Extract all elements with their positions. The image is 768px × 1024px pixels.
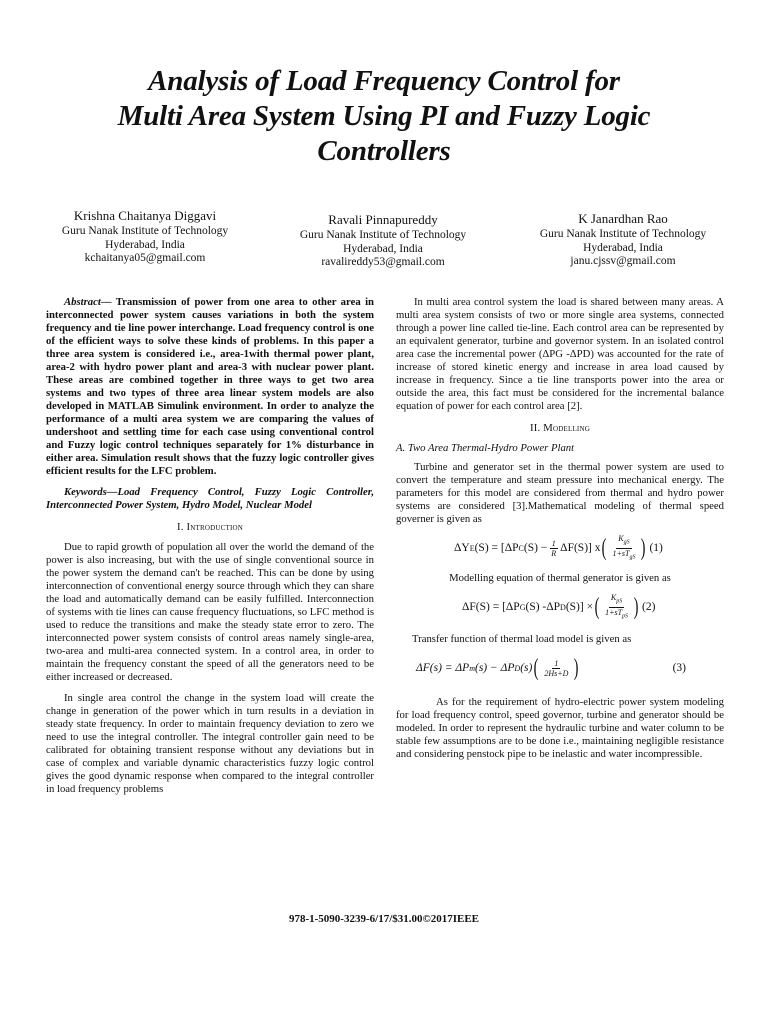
eq2-tail: (S)] × xyxy=(565,600,594,613)
title-line-2: Multi Area System Using PI and Fuzzy Logic xyxy=(117,100,651,132)
eq3-tail: (s) xyxy=(520,661,533,674)
eq1-number: (1) xyxy=(649,541,663,554)
section-heading-introduction: I. Introduction xyxy=(176,521,243,533)
eq1-f1-num: 1 xyxy=(551,538,556,548)
abstract-label: Abstract— xyxy=(64,296,112,308)
eq2-intro: Modelling equation of thermal generator is given as xyxy=(449,572,671,584)
intro-paragraph-1: Due to rapid growth of population all over the world the demand of the power is also increasing, but with the use of single conventional source in the power system the demand can't be reached. This can be done by using interconnection of conventional energy source through which they can share the load and automatically demand can be easily fulfilled. Interconnection of systems with tie lines can cause frequency fluctuations, so LFC method is used to reduce the transitions and make the steady state error to zero. The interconnected power system consists of control areas namely single-area, two-area and multi-area connected system. In a control area, in order to maintain the frequency constant the speed of all the generators need to be either increased or decreased. xyxy=(46,541,374,683)
paper-title xyxy=(60,64,708,169)
left-column xyxy=(46,296,374,796)
author-email: ravalireddy53@gmail.com xyxy=(321,256,445,268)
equation-3 xyxy=(396,656,724,686)
right-paren-icon: ) xyxy=(574,655,579,681)
abstract-text: Transmission of power from one area to other area in interconnected power system causes variations in both the system frequency and tie line power interchange. Load frequency control is one of the efficient ways to solve these kinds of problems. In this paper a three area system is considered i.e., area-1with thermal power plant, area-2 with hydro power plant and area-3 with nuclear power plant. These areas are combined together in three ways to get two area systems and two types of three area linear system models are also developed in MATLAB Simulink environment. In order to analyze the performance of a multi area system we are comparing the values of undershoot and settling time for each case using conventional control and Fuzzy logic control techniques separately for 1% disturbance in either area. Simulation result shows that the fuzzy logic controller gives efficient results for the LFC problem. xyxy=(46,296,374,477)
eq2-f-den: 1+sT xyxy=(605,607,623,617)
eq3-f-den: 2Hs+D xyxy=(544,668,569,678)
keywords-text: Load Frequency Control, Fuzzy Logic Controller, Interconnected Power System, Hydro Model, Nuclear Model xyxy=(46,486,374,511)
eq1-f2-num-sub: gS xyxy=(623,539,630,546)
eq2-f-num-sub: pS xyxy=(616,598,623,605)
eq2-lhs: ΔF(S) = [ΔP xyxy=(462,600,520,613)
eq1-left: ΔY xyxy=(454,541,470,554)
author-email: kchaitanya05@gmail.com xyxy=(84,252,206,264)
section-heading-modelling: II. Modelling xyxy=(530,422,590,434)
eq1-f2-num: K xyxy=(618,534,624,543)
intro-paragraph-2: In single area control the change in the system load will create the change in generation of the power which in turn results in a deviation in steady state frequency. In order to maintain frequency deviation to zero we need to use the integral controller. The integral controller gain need to be calibrated for obtaining transient response without any deviations but in case of complex and variable dynamic characteristics fuzzy logic control gives the good dynamic response when compared to the integral controller in load frequency problems xyxy=(46,692,374,795)
author-block-1 xyxy=(30,208,260,266)
author-name: K Janardhan Rao xyxy=(578,211,668,226)
left-paren-icon: ( xyxy=(533,655,539,681)
eq3-intro: Transfer function of thermal load model is given as xyxy=(412,633,632,645)
eq2-mid-sub: D xyxy=(560,602,566,612)
eq1-mid1-sub: C xyxy=(518,543,524,553)
right-column xyxy=(396,296,724,761)
eq3-f-num: 1 xyxy=(554,658,559,668)
eq3-fraction xyxy=(542,659,570,678)
eq1-fraction-2 xyxy=(610,534,637,562)
title-line-1: Analysis of Load Frequency Control for xyxy=(148,65,620,97)
left-paren-icon: ( xyxy=(594,594,600,621)
author-institute: Guru Nanak Institute of Technology xyxy=(61,225,229,237)
author-name: Krishna Chaitanya Diggavi xyxy=(73,208,217,223)
eq2-f-num: K xyxy=(610,593,617,602)
multi-area-paragraph: In multi area control system the load is shared between many areas. A multi area system consists of two or more single area systems, connected through a power line called tie-line. Each control area can be represented by an equivalent generator, turbine and governor system. In an isolated control area case the incremental power (ΔPG -ΔPD) was accounted for the rate of increase of stored kinetic energy and increase in area load caused by increase in frequency. Since a tie line transports power into the area or outside the area, this fact must be considered for the incremental balance equation of power for each control area [2]. xyxy=(396,296,724,412)
eq3-lhs-sub: m xyxy=(469,663,475,673)
right-paren-icon: ) xyxy=(633,594,639,621)
author-block-2 xyxy=(268,212,498,270)
title-line-3: Controllers xyxy=(317,135,451,167)
author-location: Hyderabad, India xyxy=(105,238,185,251)
equation-1 xyxy=(396,534,724,564)
left-paren-icon: ( xyxy=(602,535,607,562)
eq1-f1-den: R xyxy=(551,548,557,558)
keywords-label: Keywords— xyxy=(64,486,118,498)
eq1-mid2: (S) − xyxy=(523,541,548,554)
author-email: janu.cjssv@gmail.com xyxy=(570,255,676,267)
eq1-mid1: (S) = [ΔP xyxy=(474,541,519,554)
subsection-heading-thermal-hydro: A. Two Area Thermal-Hydro Power Plant xyxy=(396,442,575,454)
author-location: Hyderabad, India xyxy=(583,241,663,254)
author-institute: Guru Nanak Institute of Technology xyxy=(299,229,467,241)
eq1-mid3: ΔF(S)] x xyxy=(560,541,601,554)
eq2-fraction xyxy=(603,593,630,621)
eq2-number: (2) xyxy=(642,600,656,613)
copyright-footer: 978-1-5090-3239-6/17/$31.00©2017IEEE xyxy=(288,913,480,925)
author-location: Hyderabad, India xyxy=(343,242,423,255)
eq2-lhs-sub: G xyxy=(519,602,526,612)
eq1-fraction-1 xyxy=(549,539,558,558)
author-institute: Guru Nanak Institute of Technology xyxy=(539,228,707,240)
eq3-mid: (s) − ΔP xyxy=(474,661,515,674)
eq3-number: (3) xyxy=(672,661,686,674)
thermal-paragraph: Turbine and generator set in the thermal power system are used to convert the temperature and steam pressure into mechanical energy. The parameters for this model are considered from thermal and hydro power systems are considered [3].Mathematical modeling of thermal speed governer is given as xyxy=(396,461,724,525)
author-block-3 xyxy=(508,211,738,269)
eq3-mid-sub: D xyxy=(514,663,521,673)
abstract xyxy=(46,296,374,478)
equation-2 xyxy=(396,593,724,623)
eq2-mid: (S) -ΔP xyxy=(525,600,561,613)
author-name: Ravali Pinnapureddy xyxy=(328,212,438,227)
eq1-f2-den: 1+sT xyxy=(612,548,630,558)
eq2-f-den-sub: pS xyxy=(622,613,629,620)
eq3-lhs: ΔF(s) = ΔP xyxy=(416,661,470,674)
eq1-f2-den-sub: gS xyxy=(629,554,636,561)
eq1-left-sub: E xyxy=(469,543,475,553)
hydro-paragraph: As for the requirement of hydro-electric power system modeling for load frequency control, speed governor, turbine and generator should be modeled. In order to represent the hydraulic turbine and water column to be stable few assumptions are to be done i.e., maintaining negligible resistance and considering penstock pipe to be inelastic and water incompressible. xyxy=(396,696,724,760)
right-paren-icon: ) xyxy=(641,535,646,562)
keywords xyxy=(46,486,374,512)
